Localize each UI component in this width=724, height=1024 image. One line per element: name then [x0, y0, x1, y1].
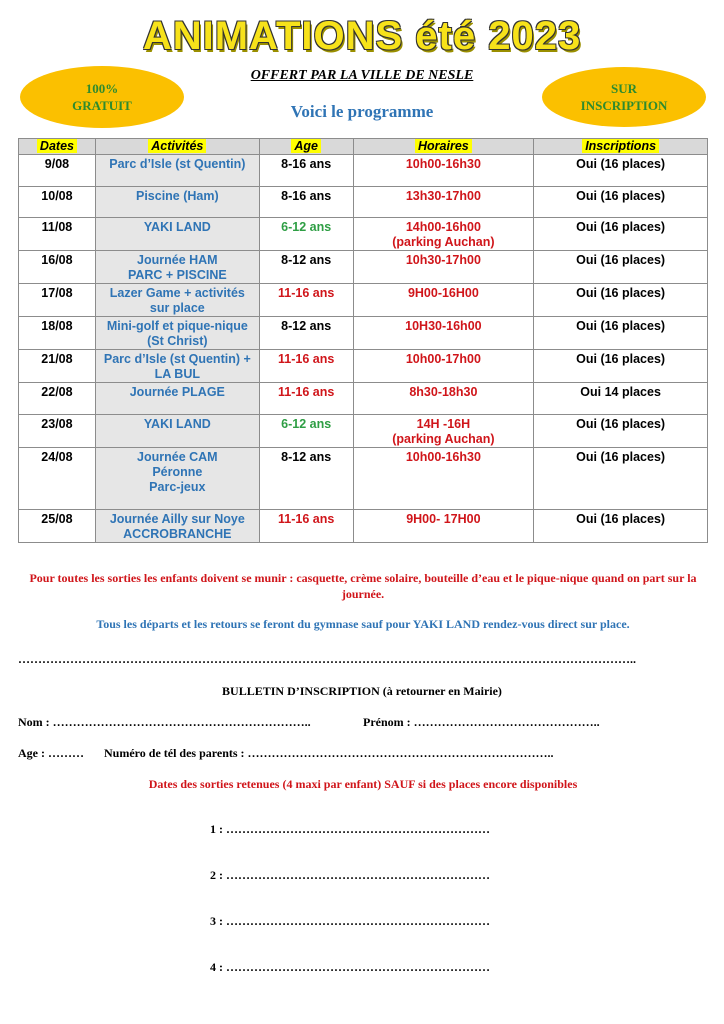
- row-registration: Oui (16 places): [534, 510, 708, 543]
- row-schedule: [353, 350, 534, 383]
- row-activity: [95, 218, 259, 251]
- row-date: 17/08: [19, 284, 96, 317]
- row-registration: Oui 14 places: [534, 383, 708, 415]
- row-date: 10/08: [19, 187, 96, 218]
- table-row: [19, 415, 708, 448]
- table-header-row: [19, 139, 708, 155]
- row-activity-line: Péronne: [152, 465, 203, 479]
- departure-note: Tous les départs et les retours se feront du gymnase sauf pour YAKI LAND rendez-vous direct sur place.: [96, 617, 630, 631]
- dates-selection-note: Dates des sorties retenues (4 maxi par enfant) SAUF si des places encore disponibles: [148, 777, 578, 791]
- row-activity: [95, 317, 259, 350]
- row-registration: Oui (16 places): [534, 284, 708, 317]
- table-row: [19, 187, 708, 218]
- row-age: 6-12 ans: [259, 415, 353, 448]
- free-badge-line1: 100%: [85, 81, 119, 96]
- row-registration: Oui (16 places): [534, 218, 708, 251]
- row-date: 9/08: [19, 155, 96, 187]
- prenom-field[interactable]: Prénom : ………………………………………..: [363, 715, 600, 729]
- row-schedule-line: 10H30-16h00: [405, 319, 482, 333]
- row-activity-line: Journée Ailly sur Noye: [109, 512, 245, 526]
- row-activity: [95, 415, 259, 448]
- row-registration: Oui (16 places): [534, 350, 708, 383]
- header-dates: Dates: [19, 139, 96, 155]
- row-age: 6-12 ans: [259, 218, 353, 251]
- row-activity-line: Journée PLAGE: [129, 385, 225, 399]
- poster-title: ANIMATIONS été 2023: [142, 14, 582, 58]
- row-schedule: [353, 251, 534, 284]
- row-schedule: [353, 448, 534, 510]
- header-age: Age: [259, 139, 353, 155]
- row-activity: [95, 350, 259, 383]
- row-activity-line: Parc-jeux: [149, 480, 206, 494]
- row-schedule-line: 10h00-17h00: [405, 352, 481, 366]
- choice-1-field[interactable]: 1 : …………………………………………………………: [210, 822, 490, 836]
- row-activity: [95, 510, 259, 543]
- row-activity-line: PARC + PISCINE: [127, 268, 227, 282]
- row-date: 23/08: [19, 415, 96, 448]
- row-activity-line: ACCROBRANCHE: [123, 527, 232, 541]
- row-activity: [95, 187, 259, 218]
- header-activites: Activités: [95, 139, 259, 155]
- programme-table: [18, 138, 708, 543]
- row-date: 21/08: [19, 350, 96, 383]
- row-registration: Oui (16 places): [534, 448, 708, 510]
- nom-field[interactable]: Nom : ………………………………………………………..: [18, 715, 311, 729]
- row-date: 24/08: [19, 448, 96, 510]
- choice-3-field[interactable]: 3 : …………………………………………………………: [210, 914, 490, 928]
- registration-badge-line2: INSCRIPTION: [580, 98, 668, 113]
- parent-phone-field[interactable]: Numéro de tél des parents : …………………………………………………………………..: [104, 746, 554, 760]
- programme-heading: Voici le programme: [290, 102, 434, 121]
- row-age: 8-16 ans: [259, 155, 353, 187]
- equipment-note: Pour toutes les sorties les enfants doivent se munir : casquette, crème solaire, bouteille d’eau et le pique-nique quand on part sur la journée.: [29, 571, 697, 601]
- row-schedule-line: (parking Auchan): [392, 432, 495, 446]
- row-activity: [95, 284, 259, 317]
- table-row: [19, 350, 708, 383]
- header-horaires: Horaires: [353, 139, 534, 155]
- row-activity: [95, 251, 259, 284]
- row-activity-line: Mini-golf et pique-nique: [106, 319, 248, 333]
- row-schedule-line: 13h30-17h00: [405, 189, 481, 203]
- row-age: 8-12 ans: [259, 317, 353, 350]
- row-age: 11-16 ans: [259, 510, 353, 543]
- bulletin-title: BULLETIN D’INSCRIPTION (à retourner en Mairie): [222, 684, 502, 698]
- row-activity-line: Parc d’Isle (st Quentin): [109, 157, 246, 171]
- table-row: [19, 155, 708, 187]
- row-schedule-line: 8h30-18h30: [409, 385, 478, 399]
- row-date: 22/08: [19, 383, 96, 415]
- row-schedule: [353, 155, 534, 187]
- table-row: [19, 218, 708, 251]
- row-schedule-line: (parking Auchan): [392, 235, 495, 249]
- row-schedule-line: 14H -16H: [416, 417, 471, 431]
- row-schedule: [353, 218, 534, 251]
- row-activity: [95, 155, 259, 187]
- row-registration: Oui (16 places): [534, 317, 708, 350]
- table-row: [19, 317, 708, 350]
- choice-2-field[interactable]: 2 : …………………………………………………………: [210, 868, 490, 882]
- row-age: 8-12 ans: [259, 251, 353, 284]
- row-registration: Oui (16 places): [534, 155, 708, 187]
- row-schedule-line: 10h30-17h00: [405, 253, 481, 267]
- row-age: 11-16 ans: [259, 350, 353, 383]
- row-activity-line: Journée HAM: [137, 253, 218, 267]
- row-schedule: [353, 383, 534, 415]
- row-activity-line: Journée CAM: [137, 450, 218, 464]
- header-inscriptions: Inscriptions: [534, 139, 708, 155]
- row-registration: Oui (16 places): [534, 415, 708, 448]
- table-row: [19, 251, 708, 284]
- row-date: 25/08: [19, 510, 96, 543]
- row-activity-line: YAKI LAND: [143, 220, 211, 234]
- row-activity: [95, 383, 259, 415]
- row-schedule: [353, 415, 534, 448]
- row-date: 16/08: [19, 251, 96, 284]
- row-activity-line: Lazer Game + activités: [109, 286, 245, 300]
- row-age: 11-16 ans: [259, 383, 353, 415]
- table-row: [19, 383, 708, 415]
- row-schedule: [353, 187, 534, 218]
- separator-line: ………………………………………………………………………………………………………………………………………..: [18, 652, 636, 666]
- row-activity-line: Piscine (Ham): [135, 189, 219, 203]
- row-activity-line: YAKI LAND: [143, 417, 211, 431]
- sponsor-line: OFFERT PAR LA VILLE DE NESLE: [250, 68, 474, 83]
- row-registration: Oui (16 places): [534, 251, 708, 284]
- table-row: [19, 510, 708, 543]
- row-schedule-line: 14h00-16h00: [405, 220, 481, 234]
- row-schedule-line: 10h00-16h30: [405, 157, 481, 171]
- free-badge-line2: GRATUIT: [72, 98, 132, 113]
- row-schedule: [353, 510, 534, 543]
- row-activity-line: (St Christ): [147, 334, 208, 348]
- row-schedule-line: 10h00-16h30: [405, 450, 481, 464]
- choice-4-field[interactable]: 4 : …………………………………………………………: [210, 960, 490, 974]
- table-row: [19, 448, 708, 510]
- row-date: 11/08: [19, 218, 96, 251]
- row-age: 8-16 ans: [259, 187, 353, 218]
- registration-badge-line1: SUR: [610, 81, 637, 96]
- row-activity-line: LA BUL: [154, 367, 200, 381]
- row-activity: [95, 448, 259, 510]
- row-activity-line: Parc d’Isle (st Quentin) +: [103, 352, 251, 366]
- row-activity-line: sur place: [149, 301, 205, 315]
- row-schedule-line: 9H00- 17H00: [406, 512, 481, 526]
- row-age: 11-16 ans: [259, 284, 353, 317]
- row-date: 18/08: [19, 317, 96, 350]
- table-row: [19, 284, 708, 317]
- age-field[interactable]: Age : ………: [18, 746, 84, 760]
- row-schedule: [353, 284, 534, 317]
- row-registration: Oui (16 places): [534, 187, 708, 218]
- row-schedule-line: 9H00-16H00: [407, 286, 479, 300]
- row-age: 8-12 ans: [259, 448, 353, 510]
- row-schedule: [353, 317, 534, 350]
